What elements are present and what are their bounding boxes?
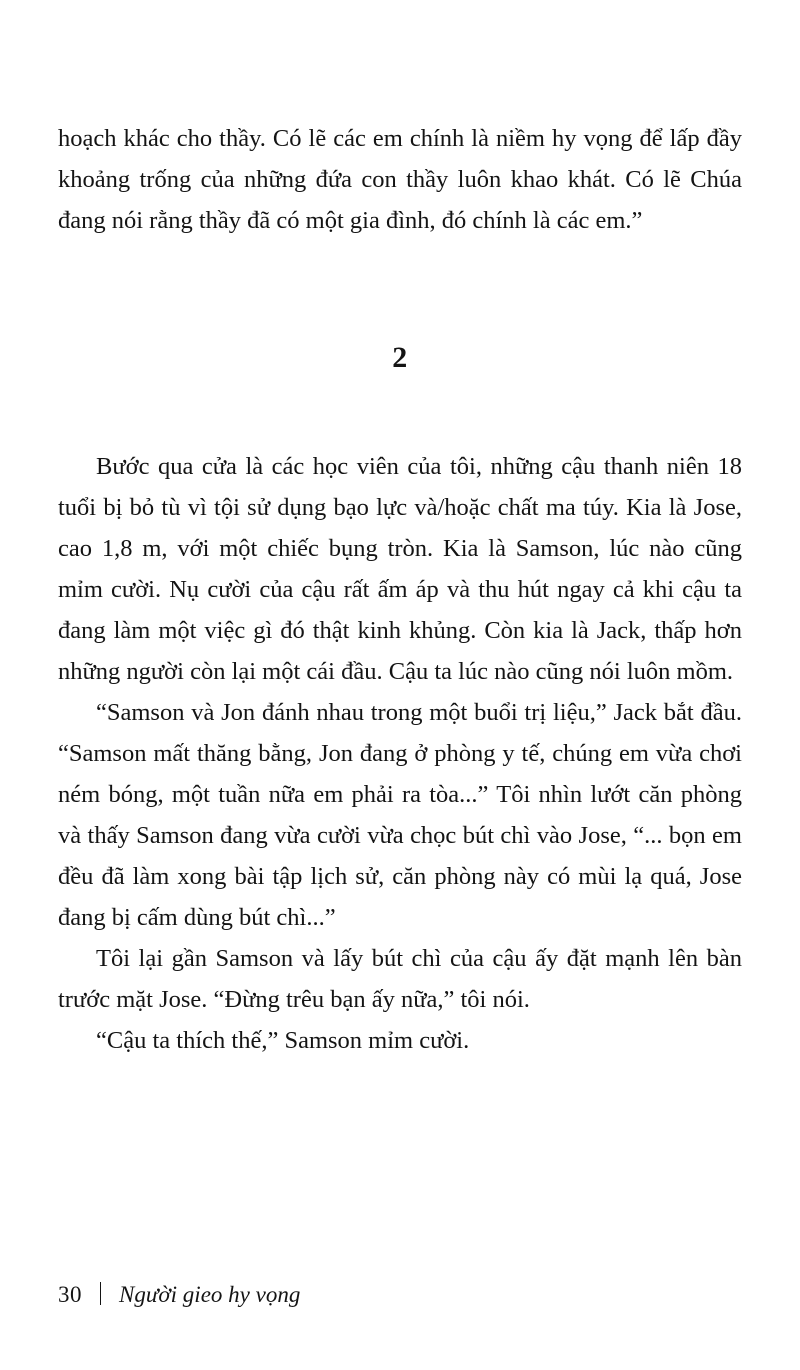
paragraph-1: Bước qua cửa là các học viên của tôi, những cậu thanh niên 18 tuổi bị bỏ tù vì tội sử dụng bạo lực và/hoặc chất ma túy. Kia là Jose, cao 1,8 m, với một chiếc bụng tròn. Kia là Samson, lúc nào cũng mỉm cười. Nụ cười của cậu rất ấm áp và thu hút ngay cả khi cậu ta đang làm một việc gì đó thật kinh khủng. Còn kia là Jack, thấp hơn những người còn lại một cái đầu. Cậu ta lúc nào cũng nói luôn mồm. xyxy=(58,453,742,685)
paragraph-3: Tôi lại gần Samson và lấy bút chì của cậu ấy đặt mạnh lên bàn trước mặt Jose. “Đừng trêu bạn ấy nữa,” tôi nói. xyxy=(58,945,742,1013)
page-footer xyxy=(58,1279,300,1308)
paragraph-continuation: hoạch khác cho thầy. Có lẽ các em chính là niềm hy vọng để lấp đầy khoảng trống của những đứa con thầy luôn khao khát. Có lẽ Chúa đang nói rằng thầy đã có một gia đình, đó chính là các em.” xyxy=(58,125,742,234)
paragraph-4: “Cậu ta thích thế,” Samson mỉm cười. xyxy=(96,1027,470,1054)
running-book-title: Người gieo hy vọng xyxy=(119,1282,301,1307)
footer-divider xyxy=(100,1282,101,1305)
page-body xyxy=(58,118,742,1061)
chapter-number: 2 xyxy=(392,341,408,374)
page-number: 30 xyxy=(58,1282,82,1307)
paragraph-2: “Samson và Jon đánh nhau trong một buổi trị liệu,” Jack bắt đầu. “Samson mất thăng bằng, Jon đang ở phòng y tế, chúng em vừa chơi ném bóng, một tuần nữa em phải ra tòa...” Tôi nhìn lướt căn phòng và thấy Samson đang vừa cười vừa chọc bút chì vào Jose, “... bọn em đều đã làm xong bài tập lịch sử, căn phòng này có mùi lạ quá, Jose đang bị cấm dùng bút chì...” xyxy=(58,699,742,931)
